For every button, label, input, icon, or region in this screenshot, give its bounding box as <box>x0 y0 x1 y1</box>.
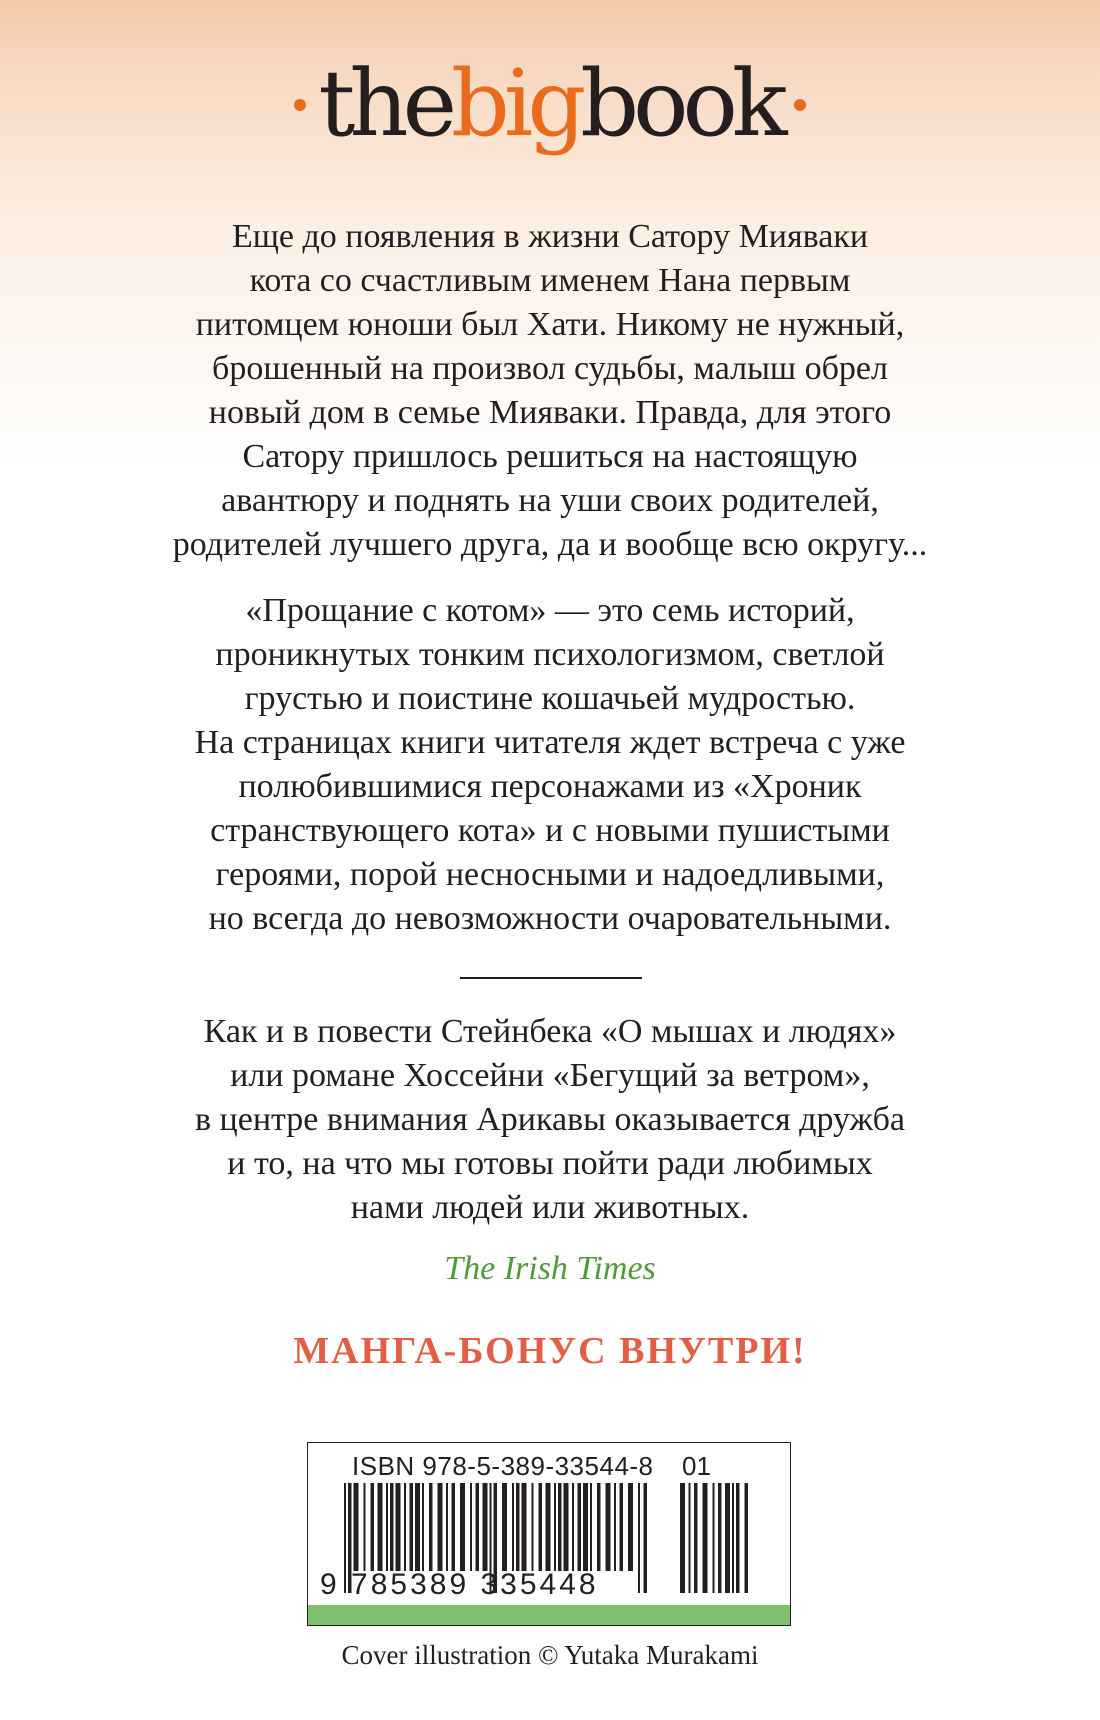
publisher-logo <box>0 50 1100 157</box>
text-line: и то, на что мы готовы пойти ради любимых <box>227 1145 873 1182</box>
barcode-bar <box>404 1483 406 1571</box>
barcode-bar <box>597 1483 601 1571</box>
barcode-digits: 9 785389 335448 <box>320 1568 599 1601</box>
barcode-bar <box>554 1483 556 1571</box>
text-line: кота со счастливым именем Нана первым <box>249 262 851 299</box>
logo-prefix: the <box>318 50 452 157</box>
barcode-bar <box>694 1483 698 1593</box>
barcode-bar <box>429 1483 433 1571</box>
barcode-bar <box>371 1483 375 1571</box>
barcode-bar <box>546 1483 551 1571</box>
text-line: в центре внимания Арикавы оказывается дружба <box>195 1101 905 1138</box>
text-line: питомцем юноши был Хати. Никому не нужный, <box>195 306 905 343</box>
synopsis-paragraph-2 <box>100 589 1000 941</box>
barcode-bar <box>512 1483 514 1571</box>
logo-dot-left <box>294 99 306 111</box>
text-line: Сатору пришлось решиться на настоящую <box>242 438 858 475</box>
barcode-bar <box>725 1483 730 1593</box>
barcode-bar <box>638 1483 640 1593</box>
barcode-bar <box>614 1483 616 1571</box>
barcode-bar <box>680 1483 685 1593</box>
barcode-bar <box>516 1483 520 1571</box>
text-line: героями, порой несносными и надоедливыми, <box>215 856 885 893</box>
barcode-bar <box>483 1483 488 1571</box>
synopsis-paragraph-1 <box>100 215 1000 567</box>
barcode-bar <box>703 1483 708 1593</box>
text-line: странствующего кота» и с новыми пушистыми <box>210 812 890 849</box>
text-line: «Прощание с котом» — это семь историй, <box>245 592 855 629</box>
barcode-bar <box>364 1483 366 1571</box>
isbn-barcode <box>307 1442 791 1626</box>
logo-highlight: big <box>451 50 581 157</box>
barcode-bar <box>713 1483 715 1593</box>
isbn-addon-number: 01 <box>682 1451 711 1481</box>
barcode-bar <box>378 1483 383 1571</box>
text-line: На страницах книги читателя ждет встреча с уже <box>194 724 906 761</box>
text-line: но всегда до невозможности очаровательными. <box>208 900 892 937</box>
barcode-bar <box>470 1483 472 1571</box>
barcode-bar <box>476 1483 480 1571</box>
review-quote <box>100 1010 1000 1230</box>
barcode-bar <box>718 1483 722 1593</box>
barcode-bar <box>578 1483 582 1571</box>
isbn-text: ISBN 978-5-389-33544-8 <box>352 1451 654 1481</box>
text-line: нами людей или животных. <box>350 1189 750 1226</box>
barcode-bar <box>460 1483 465 1571</box>
barcode-bar <box>736 1483 740 1593</box>
text-line: новый дом в семье Мияваки. Правда, для этого <box>208 394 892 431</box>
text-line: Как и в повести Стейнбека «О мышах и людях» <box>203 1013 897 1050</box>
text-line: или романе Хоссейни «Бегущий за ветром», <box>230 1057 870 1094</box>
cover-credit: Cover illustration © Yutaka Murakami <box>341 1640 759 1670</box>
barcode-bar <box>438 1483 443 1571</box>
barcode-bar <box>396 1483 401 1571</box>
barcode-bar <box>628 1483 633 1571</box>
text-line: полюбившимися персонажами из «Хроник <box>238 768 862 805</box>
barcode-bar <box>415 1483 420 1571</box>
text-line: грустью и поистине кошачьей мудростью. <box>244 680 856 717</box>
barcode-bar <box>532 1483 534 1571</box>
quote-source: The Irish Times <box>444 1250 656 1287</box>
text-line: проникнутых тонким психологизмом, светлой <box>215 636 885 673</box>
logo-suffix: book <box>580 50 782 157</box>
barcode-bar <box>745 1483 749 1593</box>
manga-bonus-label: МАНГА-БОНУС ВНУТРИ! <box>293 1330 807 1372</box>
section-divider <box>460 977 642 979</box>
barcode-bar <box>583 1483 588 1571</box>
barcode-bar <box>539 1483 543 1571</box>
barcode-bar <box>564 1483 569 1571</box>
text-line: авантюру и поднять на уши своих родителей, <box>221 482 879 519</box>
text-line: Еще до появления в жизни Сатору Мияваки <box>231 218 869 255</box>
barcode-bar <box>446 1483 448 1571</box>
barcode-bar <box>689 1483 691 1593</box>
barcode-bar <box>522 1483 527 1571</box>
barcode-green-strip <box>308 1605 790 1625</box>
barcode-bar <box>386 1483 388 1571</box>
barcode-bar <box>644 1483 648 1593</box>
barcode-bar <box>452 1483 456 1571</box>
barcode-bar <box>590 1483 592 1571</box>
barcode-bar <box>606 1483 611 1571</box>
text-line: брошенный на произвол судьбы, малыш обрел <box>212 350 888 387</box>
barcode-bar <box>422 1483 424 1571</box>
barcode-bar <box>620 1483 624 1571</box>
text-line: родителей лучшего друга, да и вообще всю округу... <box>172 526 928 563</box>
barcode-bar <box>390 1483 394 1571</box>
barcode-bar <box>732 1483 734 1593</box>
logo-dot-right <box>794 99 806 111</box>
barcode-bar <box>410 1483 414 1571</box>
barcode-bar <box>354 1483 359 1571</box>
barcode-bar <box>502 1483 507 1571</box>
barcode-bar <box>572 1483 574 1571</box>
barcode-bar <box>558 1483 562 1571</box>
